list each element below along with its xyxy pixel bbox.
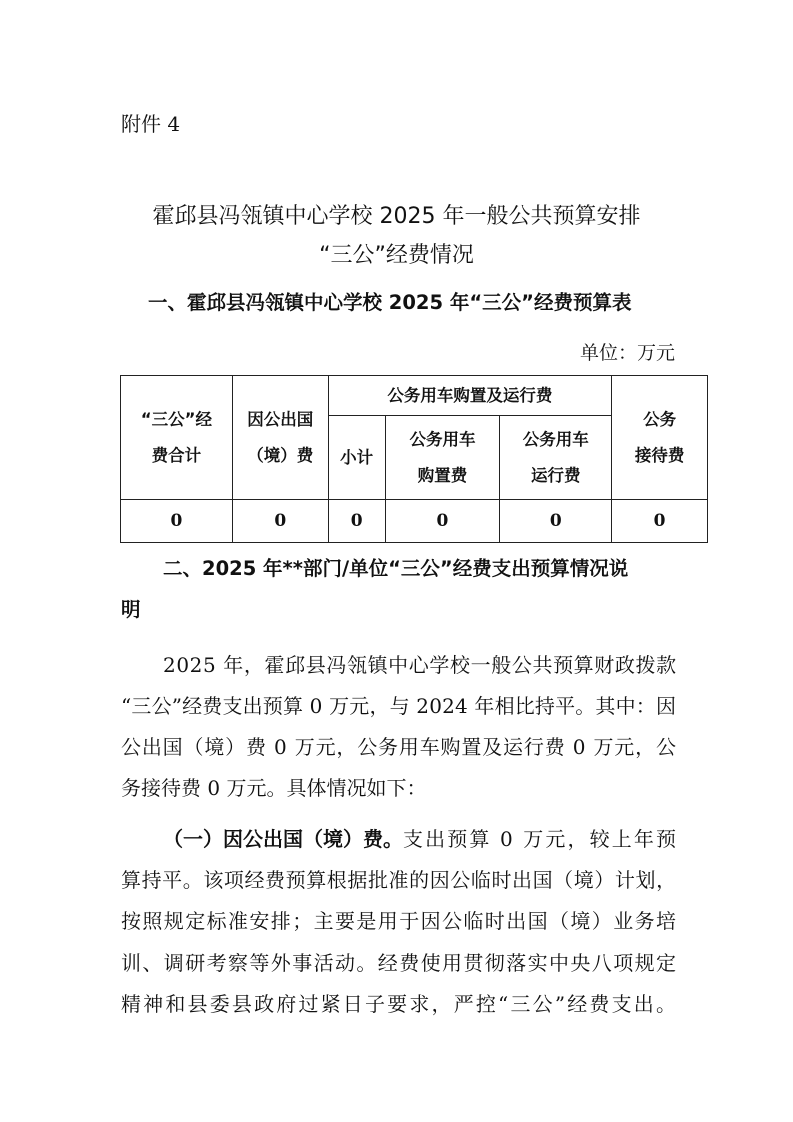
section2-heading-line1: 二、2025 年**部门/单位“三公”经费支出预算情况说 [163,557,629,580]
header-overseas [232,376,328,500]
paragraph1-line: 2025 年，霍邱县冯瓴镇中心学校一般公共预算财政拨款 [163,653,677,677]
header-text: “三公”经 [140,409,212,429]
value-subtotal: 0 [328,500,385,543]
value-vehicle-purchase: 0 [385,500,500,543]
header-total [121,376,233,500]
three-public-budget-table [120,375,708,543]
document-title-line2: “三公”经费情况 [319,243,474,268]
unit-label: 单位：万元 [579,342,675,364]
section2-heading-line2: 明 [121,598,141,621]
paragraph2-line: 算持平。该项经费预算根据批准的因公临时出国（境）计划， [121,868,677,892]
table-row [121,500,708,543]
header-vehicle-group: 公务用车购置及运行费 [328,376,611,416]
paragraph2-line: 支出预算 0 万元，较上年预 [403,827,679,851]
header-text: 公务 [643,409,677,429]
header-text: 因公出国 [247,409,314,429]
header-vehicle-operation [500,416,612,500]
value-overseas: 0 [232,500,328,543]
attachment-label: 附件 4 [121,112,181,136]
paragraph2-line: 训、调研考察等外事活动。经费使用贯彻落实中央八项规定 [121,951,678,975]
paragraph1-line: 务接待费 0 万元。具体情况如下： [121,776,427,800]
paragraph2-heading: （一）因公出国（境）费。 [163,827,403,851]
header-text: （境）费 [247,445,314,465]
paragraph1-line: 公出国（境）费 0 万元，公务用车购置及运行费 0 万元，公 [121,735,677,759]
paragraph2-first-line [163,824,679,854]
paragraph1-line: “三公”经费支出预算 0 万元，与 2024 年相比持平。其中：因 [121,694,677,718]
header-text: 公务用车 [409,429,476,449]
document-title-line1: 霍邱县冯瓴镇中心学校 2025 年一般公共预算安排 [152,204,641,229]
header-text: 费合计 [151,445,202,465]
header-text: 接待费 [634,445,685,465]
header-subtotal: 小计 [328,416,385,500]
value-reception: 0 [612,500,708,543]
paragraph2-line: 按照规定标准安排；主要是用于因公临时出国（境）业务培 [121,909,678,933]
value-total: 0 [121,500,233,543]
value-vehicle-operation: 0 [500,500,612,543]
header-reception [612,376,708,500]
header-text: 运行费 [530,465,581,485]
paragraph2-line: 精神和县委县政府过紧日子要求，严控“三公”经费支出。 [121,992,679,1016]
header-text: 购置费 [417,465,468,485]
section1-heading: 一、霍邱县冯瓴镇中心学校 2025 年“三公”经费预算表 [148,291,632,314]
header-text: 公务用车 [522,429,589,449]
header-vehicle-purchase [385,416,500,500]
